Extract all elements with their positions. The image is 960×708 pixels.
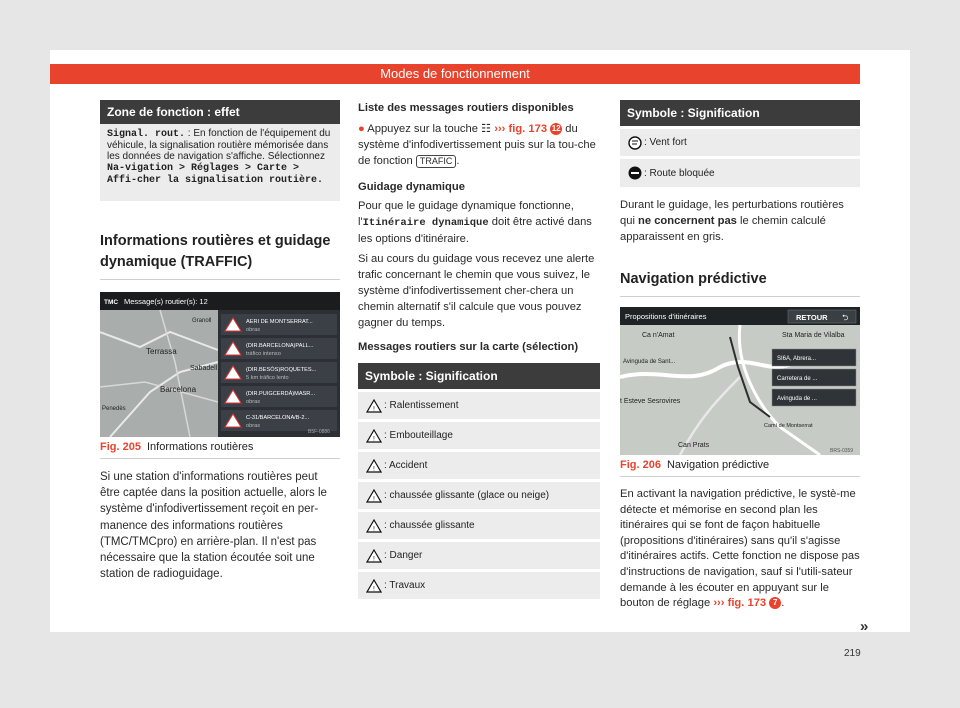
zone-menu-path: Na-vigation > Réglages > Carte > Affi-cher la signalisation routière.: [107, 163, 324, 186]
dynamic-para-2: Si au cours du guidage vous recevez une alerte trafic concernant le chemin que vous suivez, le système d'infodivertissement cher-chera un chemin alternatif s'il calcule que vous pouvez gagner du temps.: [358, 253, 595, 329]
svg-text:!: !: [372, 435, 376, 442]
message-line2: obras: [246, 327, 260, 333]
dyn-part: Pour que le guidage dynamique fonctionne, l': [358, 200, 574, 228]
predictive-screen-image: [620, 307, 860, 455]
warning-triangle-icon: [366, 519, 382, 533]
figure-label: Fig. 205: [100, 441, 141, 453]
symbol-row: [358, 542, 600, 569]
callout-number: 7: [769, 597, 781, 609]
message-line2: obras: [246, 399, 260, 405]
map-label: Barcelona: [160, 385, 197, 394]
nav-section-title: Navigation prédictive: [620, 271, 767, 287]
route-option-label: SI6A, Abrera...: [777, 356, 817, 362]
map-label: Granoll: [192, 318, 212, 324]
zone-code: Signal. rout.: [107, 129, 186, 140]
p1-part: Durant le guidage, les perturbations routières qui: [620, 199, 844, 227]
symbol-row: [358, 512, 600, 539]
bullet-text: [358, 121, 600, 169]
message-line1: AERI DE MONTSERRAT...: [246, 319, 313, 325]
message-line2: tráfico intenso: [246, 351, 281, 357]
symbol-meaning: : Vent fort: [644, 137, 687, 148]
figure-caption: [620, 455, 860, 472]
svg-text:!: !: [372, 525, 376, 532]
screen-tmc-label: TMC: [104, 299, 119, 306]
dynamic-para-1: [358, 198, 600, 247]
symbol-row-wind: [620, 129, 860, 156]
traffic-screen-svg: [100, 292, 340, 437]
symbol-row: [358, 452, 600, 479]
map-place: Can Prats: [678, 442, 710, 449]
symbol-row: [358, 482, 600, 509]
zone-table-heading: Zone de fonction : effet: [100, 100, 340, 124]
symbol-meaning: : chaussée glissante (glace ou neige): [384, 490, 550, 501]
map-messages-title: Messages routiers sur la carte (sélection): [358, 341, 579, 353]
message-line1: C-31/BARCELONA/B-2...: [246, 415, 310, 421]
back-arrow-icon: ⮌: [842, 313, 849, 322]
map-place: Camí de Montserrat: [764, 423, 813, 429]
bullet-icon: ●: [358, 123, 365, 135]
message-list: [221, 314, 337, 431]
map-place: t Esteve Sesrovires: [620, 398, 681, 405]
warning-triangle-icon: [366, 459, 382, 473]
message-line1: (DIR.BARCELONA)PALL...: [246, 343, 314, 349]
figure-caption-text: Navigation prédictive: [666, 459, 770, 471]
symbol-meaning: : Route bloquée: [644, 167, 715, 179]
symbol-table-heading: Symbole : Signification: [358, 363, 600, 389]
symbol-meaning: : Danger: [384, 550, 423, 561]
predictive-screen-svg: [620, 307, 860, 455]
column-right: [620, 100, 860, 612]
symbol-meaning: : Embouteillage: [384, 430, 453, 441]
svg-text:!: !: [372, 405, 376, 412]
wind-icon: [628, 136, 642, 150]
traffic-body-text: Si une station d'informations routières peut être captée dans la position actuelle, alors le système d'infodivertissement reçoit en per-manence des informations routières (TMC/TMCpro) en arrière-plan. Il n'est pas nécessaire que la station écoutée soit une station de radioguidage.: [100, 471, 327, 581]
dynamic-title: Guidage dynamique: [358, 181, 465, 193]
dyn-part: doit être activé dans les options d'itinéraire.: [358, 216, 592, 245]
list-title: Liste des messages routiers disponibles: [358, 102, 574, 114]
symbol-row: [358, 392, 600, 419]
symbol-meaning: : Accident: [384, 460, 428, 471]
predictive-body: [620, 487, 860, 612]
p2-part: .: [781, 597, 785, 610]
symbol-list: [358, 392, 600, 599]
figure-ref-link[interactable]: ››› fig. 173: [494, 123, 548, 135]
route-option-label: Avinguda de ...: [777, 396, 817, 402]
warning-triangle-icon: [366, 579, 382, 593]
map-place: Ca n'Amat: [642, 332, 675, 339]
symbol-row: [358, 572, 600, 599]
svg-text:!: !: [372, 495, 376, 502]
figure-caption-text: Informations routières: [146, 441, 254, 453]
svg-text:!: !: [372, 555, 376, 562]
grid-key-icon: ☷: [481, 123, 492, 135]
symbol-meaning: : Ralentissement: [384, 400, 459, 411]
message-line2: obras: [246, 423, 260, 429]
map-label: Penedès: [102, 406, 126, 412]
symbol-row: [358, 422, 600, 449]
figure-code: B5F-0886: [308, 429, 330, 435]
dyn-code: Itinéraire dynamique: [362, 217, 489, 229]
map-place: Avinguda de Sant...: [623, 359, 676, 365]
warning-triangle-icon: [366, 549, 382, 563]
retour-button: RETOUR: [796, 313, 828, 322]
figure-ref-link[interactable]: ››› fig. 173: [713, 597, 767, 610]
svg-text:!: !: [372, 585, 376, 592]
column-middle: [358, 100, 600, 602]
continue-marker: »: [860, 618, 869, 635]
page-number: 219: [844, 648, 861, 659]
trafic-key: TRAFIC: [416, 155, 457, 168]
screen-title: Message(s) routier(s): 12: [124, 297, 208, 306]
symbol-row-blocked: [620, 159, 860, 187]
p2-part: En activant la navigation prédictive, le systè-me détecte et mémorise en second plan les itinéraires qui se font de façon habituelle (propositions d'itinéraires) sans qu'il s'agisse d'itinéraires actifs. Cette fonction ne dispose pas d'instructions de navigation, sauf si l'utili-sateur demande à les écouter en appuyant sur le bouton de réglage: [620, 488, 860, 610]
figure-caption: [100, 437, 340, 454]
map-place: Sta Maria de Vilalba: [782, 332, 845, 339]
figure-label: Fig. 206: [620, 459, 661, 471]
symbol-meaning: : Travaux: [384, 580, 426, 591]
grey-routes-text: [620, 197, 860, 245]
bullet-part: Appuyez sur la touche: [367, 123, 482, 135]
figure-code: BRS-0359: [830, 448, 854, 454]
message-line1: (DIR.PUIGCERDÀ)MASR...: [246, 391, 315, 397]
message-line2: 5 km tráfico lento: [246, 375, 289, 381]
svg-text:!: !: [372, 465, 376, 472]
symbol-table-heading-2: Symbole : Signification: [620, 100, 860, 126]
p1-part: le chemin calculé apparaissent en gris.: [620, 215, 826, 243]
screen-title: Propositions d'itinéraires: [625, 312, 707, 321]
route-option-label: Carretera de ...: [777, 376, 818, 382]
callout-number: 12: [551, 124, 561, 134]
bullet-part: .: [456, 155, 460, 167]
traffic-section-title: Informations routières et guidage dynamique (TRAFFIC): [100, 233, 331, 270]
zone-table-cell: [100, 124, 340, 201]
warning-triangle-icon: [366, 429, 382, 443]
traffic-screen-image: [100, 292, 340, 437]
map-label: Terrassa: [146, 347, 177, 356]
road-blocked-icon: [628, 166, 642, 180]
zone-text: : En fonction de l'équipement du véhicule, la signalisation routière mémorisée dans les données de navigation s'affiche. Sélectionnez: [107, 128, 331, 162]
map-label: Sabadell: [190, 365, 218, 372]
route-buttons: [772, 349, 856, 406]
column-left: [100, 100, 340, 582]
message-line1: (DIR.BESÒS)ROQUETES...: [246, 367, 317, 373]
warning-triangle-icon: [366, 399, 382, 413]
p1-bold: ne concernent pas: [638, 215, 737, 227]
symbol-meaning: : chaussée glissante: [384, 520, 475, 531]
bullet-part: du système d'infodivertissement puis sur la tou-che de fonction: [358, 123, 596, 167]
page-header: Modes de fonctionnement: [50, 64, 860, 84]
warning-triangle-icon: [366, 489, 382, 503]
